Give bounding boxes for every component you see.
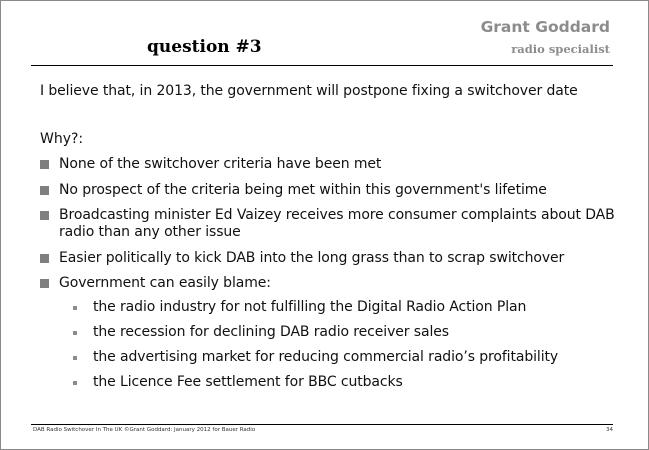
bullet-item [40, 207, 620, 241]
author-role: radio specialist [511, 42, 610, 56]
header-divider [31, 65, 613, 66]
square-bullet-icon [40, 211, 49, 220]
square-bullet-icon [40, 160, 49, 169]
sub-bullet-list [71, 299, 611, 399]
sub-bullet-text: the advertising market for reducing commercial radio’s profitability [93, 349, 559, 365]
bullet-text: Easier politically to kick DAB into the long grass than to scrap switchover [59, 249, 565, 266]
author-name: Grant Goddard [480, 18, 610, 36]
bullet-list [40, 156, 620, 301]
statement-text: I believe that, in 2013, the government will postpone fixing a switchover date [40, 83, 578, 99]
square-bullet-icon [40, 254, 49, 263]
small-square-bullet-icon [73, 331, 77, 335]
square-bullet-icon [40, 279, 49, 288]
slide-title: question #3 [147, 37, 262, 57]
bullet-item [40, 156, 620, 173]
page-number: 34 [606, 427, 613, 433]
square-bullet-icon [40, 186, 49, 195]
sub-bullet-item [71, 324, 611, 341]
bullet-text: Broadcasting minister Ed Vaizey receives more consumer complaints about DAB radio than any other issue [59, 207, 615, 240]
sub-bullet-text: the recession for declining DAB radio receiver sales [93, 324, 449, 340]
bullet-text: Government can easily blame: [59, 275, 271, 291]
bullet-text: None of the switchover criteria have been met [59, 156, 382, 172]
small-square-bullet-icon [73, 381, 77, 385]
why-label: Why?: [40, 131, 84, 147]
sub-bullet-text: the Licence Fee settlement for BBC cutbacks [93, 374, 403, 390]
small-square-bullet-icon [73, 356, 77, 360]
sub-bullet-item [71, 349, 611, 366]
sub-bullet-item [71, 374, 611, 391]
small-square-bullet-icon [73, 306, 77, 310]
bullet-item [40, 250, 620, 267]
sub-bullet-text: the radio industry for not fulfilling the Digital Radio Action Plan [93, 299, 527, 315]
bullet-item [40, 182, 620, 199]
footer-text: DAB Radio Switchover In The UK ©Grant Goddard: January 2012 for Bauer Radio [33, 427, 256, 433]
sub-bullet-item [71, 299, 611, 316]
footer-divider [31, 424, 613, 425]
bullet-text: No prospect of the criteria being met within this government's lifetime [59, 181, 547, 198]
bullet-item [40, 275, 620, 292]
